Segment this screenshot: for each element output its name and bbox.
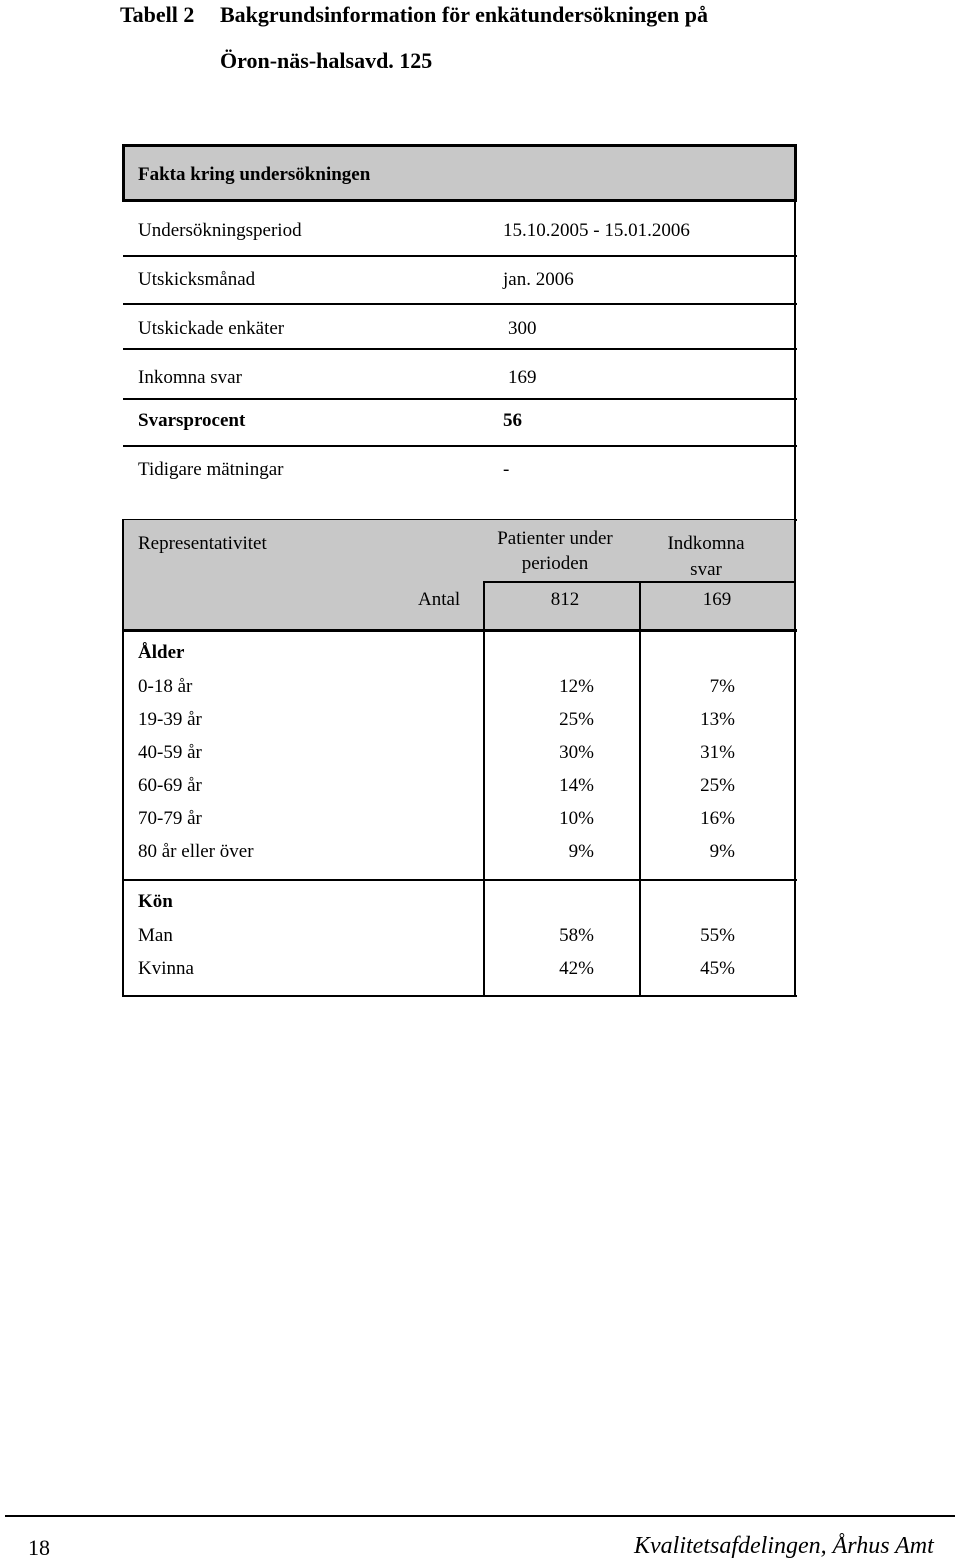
fact-label-month: Utskicksmånad	[138, 269, 256, 290]
age-row-responses: 13%	[700, 709, 735, 730]
col-patients-line1: Patienter under	[497, 528, 613, 549]
fact-label-sent: Utskickade enkäter	[138, 318, 285, 339]
fact-value-period: 15.10.2005 - 15.01.2006	[503, 220, 690, 241]
age-row-label: 40-59 år	[138, 742, 202, 763]
age-row-patients: 12%	[559, 676, 594, 697]
gender-row-patients: 42%	[559, 958, 594, 979]
col-patients-line2: perioden	[521, 553, 589, 574]
gender-row-label: Man	[138, 925, 173, 946]
gender-header: Kön	[138, 891, 173, 912]
fact-value-received: 169	[508, 367, 537, 388]
age-row-patients: 14%	[559, 775, 594, 796]
age-row-responses: 16%	[700, 808, 735, 829]
age-row-responses: 7%	[709, 676, 735, 697]
age-row-patients: 9%	[568, 841, 594, 862]
col-responses-line2: svar	[690, 559, 722, 580]
antal-responses: 169	[702, 589, 732, 610]
age-row-label: 70-79 år	[138, 808, 202, 829]
gender-row-responses: 55%	[700, 925, 735, 946]
table-number: Tabell 2	[120, 2, 195, 27]
col-responses-line1: Indkomna	[667, 533, 745, 554]
footer-organization: Kvalitetsafdelingen, Århus Amt	[634, 1533, 934, 1559]
age-row-responses: 25%	[700, 775, 735, 796]
age-row-label: 19-39 år	[138, 709, 202, 730]
fact-value-month: jan. 2006	[503, 269, 574, 290]
gender-row-label: Kvinna	[138, 958, 194, 979]
fact-label-previous: Tidigare mätningar	[138, 459, 284, 480]
fact-label-rate: Svarsprocent	[138, 410, 246, 431]
age-row-patients: 30%	[559, 742, 594, 763]
age-header: Ålder	[138, 642, 185, 663]
age-row-responses: 9%	[709, 841, 735, 862]
age-row-patients: 25%	[559, 709, 594, 730]
age-row-responses: 31%	[700, 742, 735, 763]
table-title-line1: Bakgrundsinformation för enkätundersökningen på	[220, 2, 708, 27]
age-row-label: 80 år eller över	[138, 841, 254, 862]
footer-rule	[5, 1515, 955, 1517]
antal-patients: 812	[550, 589, 580, 610]
fact-value-sent: 300	[508, 318, 537, 339]
fact-label-period: Undersökningsperiod	[138, 220, 302, 241]
gender-row-responses: 45%	[700, 958, 735, 979]
age-row-label: 60-69 år	[138, 775, 202, 796]
facts-header: Fakta kring undersökningen	[138, 164, 371, 185]
page-number: 18	[28, 1535, 50, 1560]
gender-row-patients: 58%	[559, 925, 594, 946]
age-row-patients: 10%	[559, 808, 594, 829]
age-row-label: 0-18 år	[138, 676, 193, 697]
representativity-label: Representativitet	[138, 533, 267, 554]
fact-value-previous: -	[503, 459, 510, 480]
table-title-line2: Öron-näs-halsavd. 125	[220, 48, 433, 73]
antal-label: Antal	[418, 589, 461, 610]
fact-label-received: Inkomna svar	[138, 367, 242, 388]
fact-value-rate: 56	[503, 410, 522, 431]
